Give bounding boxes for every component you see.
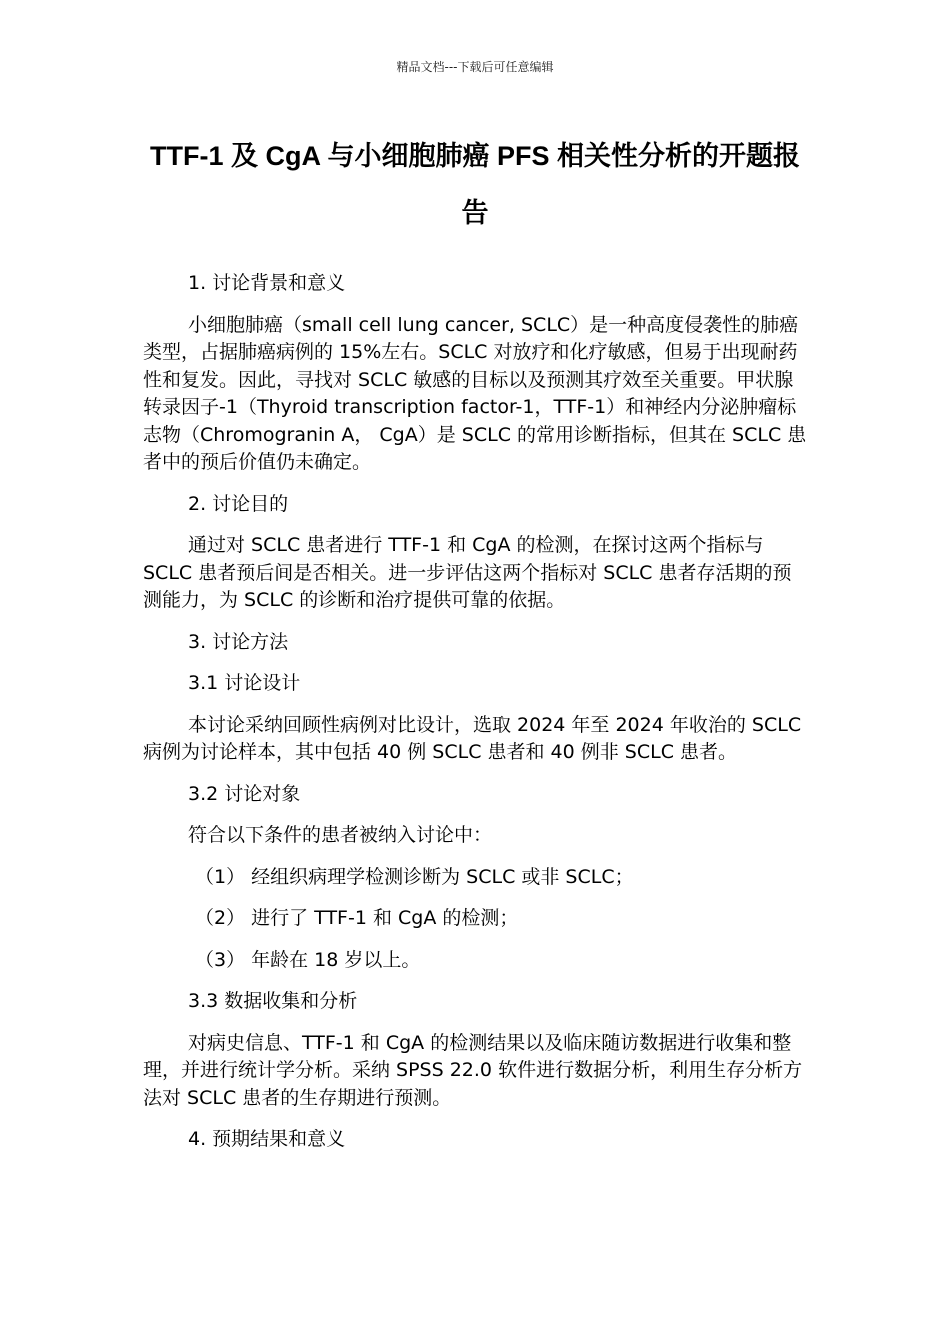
- subsection-heading-data-analysis: 3.3 数据收集和分析: [188, 990, 358, 1012]
- list-item-criteria-1: （1） 经组织病理学检测诊断为 SCLC 或非 SCLC；: [195, 865, 634, 888]
- section-heading-purpose: 2. 讨论目的: [188, 492, 289, 515]
- header-note: 精品文档---下载后可任意编辑: [396, 60, 554, 74]
- list-item-criteria-2: （2） 进行了 TTF-1 和 CgA 的检测；: [195, 907, 519, 929]
- document-body: [143, 270, 808, 1168]
- section-heading-methods: 3. 讨论方法: [188, 630, 289, 653]
- paragraph-background: 小细胞肺癌（small cell lung cancer, SCLC）是一种高度侵袭性的肺癌类型，占据肺癌病例的 15%左右。SCLC 对放疗和化疗敏感，但易于出现耐药性和复发。因此，寻找对 SCLC 敏感的目标以及预测其疗效至关重要。甲状腺转录因子-1（Thyroid transcription factor-1，TTF-1）和神经内分泌肿瘤标志物（Chromogranin A， CgA）是 SCLC 的常用诊断指标，但其在 SCLC 患者中的预后价值仍未确定。: [143, 313, 807, 473]
- paragraph-design: 本讨论采纳回顾性病例对比设计，选取 2024 年至 2024 年收治的 SCLC 病例为讨论样本，其中包括 40 例 SCLC 患者和 40 例非 SCLC 患者。: [143, 713, 802, 763]
- document-title: TTF-1 及 CgA 与小细胞肺癌 PFS 相关性分析的开题报告: [150, 141, 800, 228]
- subsection-heading-design: 3.1 讨论设计: [188, 672, 301, 694]
- paragraph-purpose: 通过对 SCLC 患者进行 TTF-1 和 CgA 的检测，在探讨这两个指标与 SCLC 患者预后间是否相关。进一步评估这两个指标对 SCLC 患者存活期的预测能力，为 SCLC 的诊断和治疗提供可靠的依据。: [143, 534, 792, 611]
- subsection-heading-subjects: 3.2 讨论对象: [188, 782, 301, 805]
- section-heading-background: 1. 讨论背景和意义: [188, 272, 346, 294]
- paragraph-subjects-intro: 符合以下条件的患者被纳入讨论中：: [188, 824, 493, 846]
- section-heading-expected-results: 4. 预期结果和意义: [188, 1128, 346, 1150]
- list-item-criteria-3: （3） 年龄在 18 岁以上。: [195, 948, 421, 971]
- paragraph-data-analysis: 对病史信息、TTF-1 和 CgA 的检测结果以及临床随访数据进行收集和整理，并进行统计学分析。采纳 SPSS 22.0 软件进行数据分析，利用生存分析方法对 SCLC 患者的生存期进行预测。: [143, 1031, 803, 1109]
